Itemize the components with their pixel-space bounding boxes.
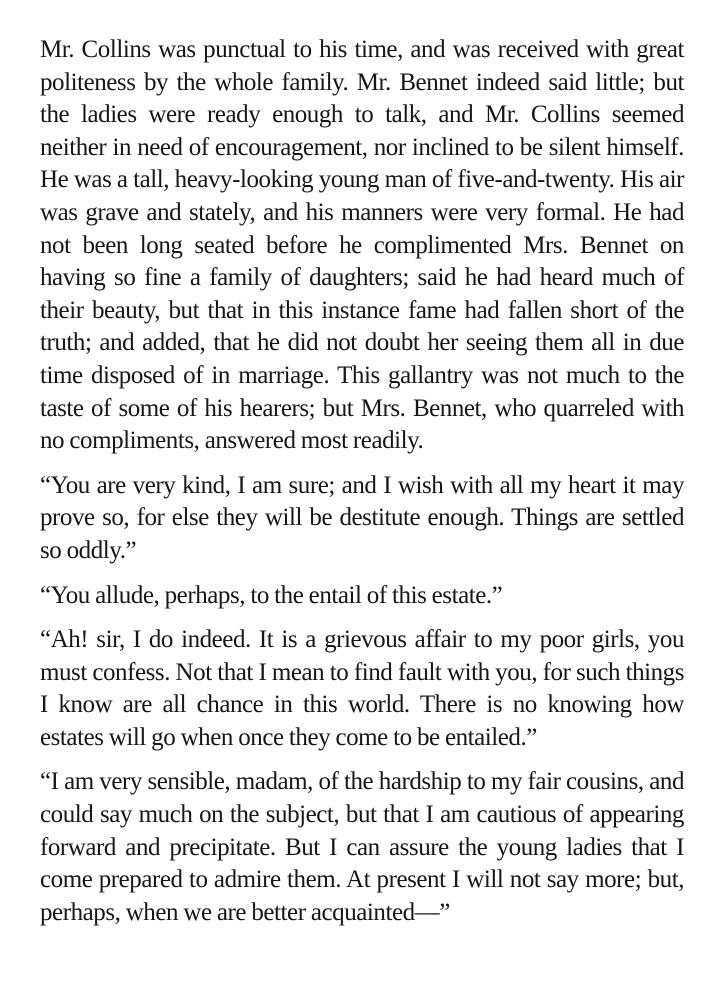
paragraph-1: Mr. Collins was punctual to his time, and was received with great politeness by the whole family. Mr. Bennet indeed said little; but the ladies were ready enough to talk, and Mr. Collins seemed neither in need of encouragement, nor inclined to be silent himself. He was a tall, heavy-looking young man of five-and-twenty. His air was grave and stately, and his manners were very formal. He had not been long seated before he complimented Mrs. Bennet on having so fine a family of daughters; said he had heard much of their beauty, but that in this instance fame had fallen short of the truth; and added, that he did not doubt her seeing them all in due time disposed of in marriage. This gallantry was not much to the taste of some of his hearers; but Mrs. Bennet, who quarreled with no compliments, answered most readily. <box>40 36 684 455</box>
paragraph-4: “Ah! sir, I do indeed. It is a grievous affair to my poor girls, you must confess. Not that I mean to find fault with you, for such things I know are all chance in this world. There is no knowing how estates will go when once they come to be entailed.” <box>40 626 684 751</box>
paragraph-5: “I am very sensible, madam, of the hardship to my fair cousins, and could say much on the subject, but that I am cautious of appearing forward and precipitate. But I can assure the young ladies that I come prepared to admire them. At present I will not say more; but, perhaps, when we are better acquainted—” <box>40 768 684 926</box>
paragraph-2: “You are very kind, I am sure; and I wish with all my heart it may prove so, for else they will be destitute enough. Things are settled so oddly.” <box>40 471 684 564</box>
paragraph-3: “You allude, perhaps, to the entail of this estate.” <box>40 581 503 609</box>
